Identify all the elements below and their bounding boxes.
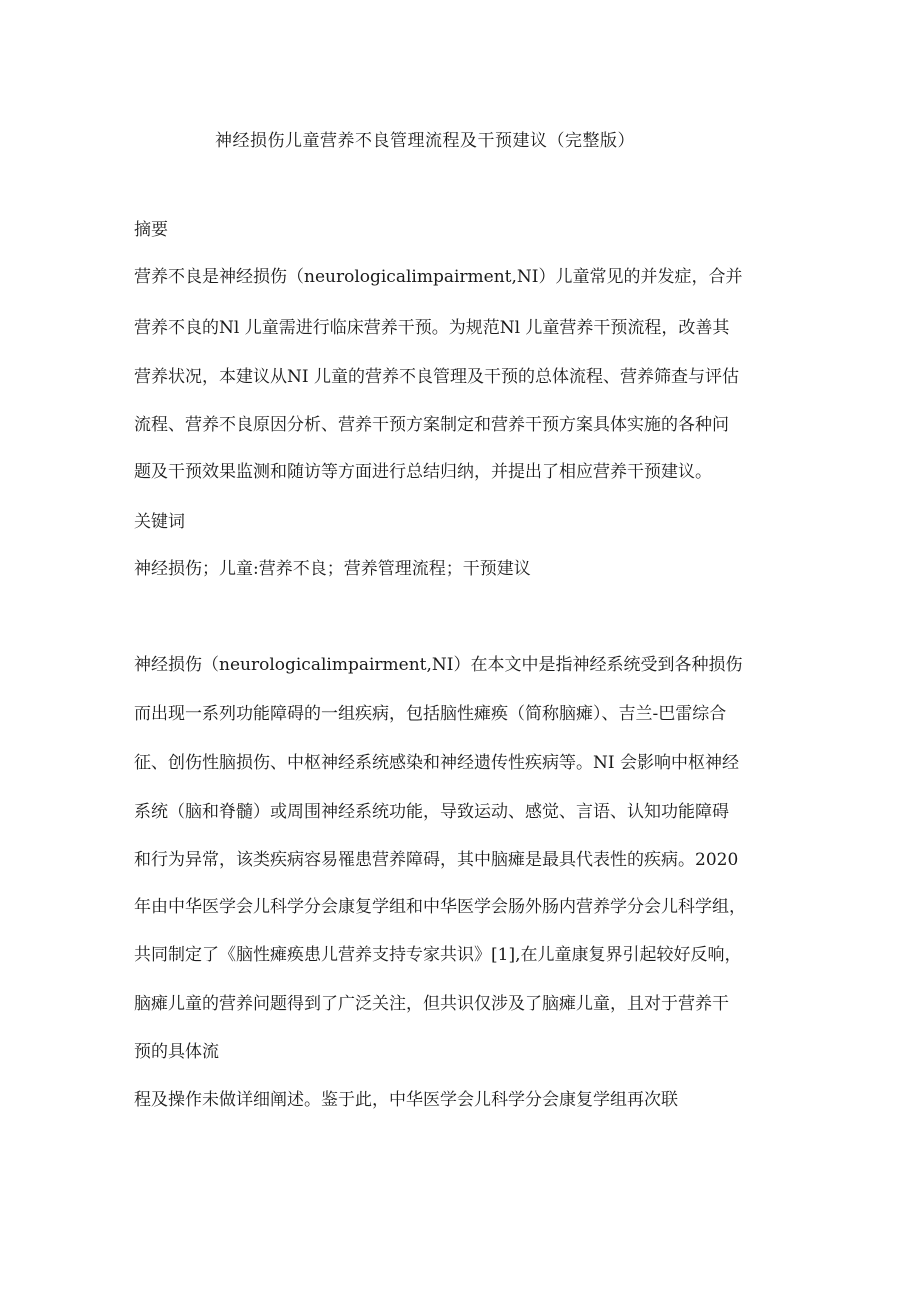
abstract-line: 营养不良的Nl 儿童需进行临床营养干预。为规范Nl 儿童营养干预流程，改善其: [134, 318, 730, 338]
abstract-heading: 摘要: [134, 220, 168, 240]
body-line: 而出现一系列功能障碍的一组疾病，包括脑性瘫痪（简称脑瘫）、吉兰-巴雷综合: [134, 704, 727, 724]
body-line: 程及操作未做详细阐述。鉴于此，中华医学会儿科学分会康复学组再次联: [134, 1090, 678, 1110]
body-line: 系统（脑和脊髓）或周围神经系统功能，导致运动、感觉、言语、认知功能障碍: [134, 802, 729, 822]
abstract-line: 营养状况，本建议从NI 儿童的营养不良管理及干预的总体流程、营养筛查与评估: [134, 367, 739, 387]
abstract-line: 营养不良是神经损伤（neurologicalimpairment,NI）儿童常见的并发症，合并: [134, 267, 743, 287]
body-line: 共同制定了《脑性瘫痪患儿营养支持专家共识》[1],在儿童康复界引起较好反响，: [134, 945, 742, 965]
body-line: 预的具体流: [134, 1042, 219, 1062]
keywords-text: 神经损伤；儿童:营养不良；营养管理流程；干预建议: [134, 559, 531, 579]
body-line: 年由中华医学会儿科学分会康复学组和中华医学会肠外肠内营养学分会儿科学组，: [134, 897, 746, 917]
document-title: 神经损伤儿童营养不良管理流程及干预建议（完整版）: [215, 131, 635, 151]
body-line: 脑瘫儿童的营养问题得到了广泛关注，但共识仅涉及了脑瘫儿童，且对于营养干: [134, 994, 729, 1014]
abstract-line: 流程、营养不良原因分析、营养干预方案制定和营养干预方案具体实施的各种问: [134, 415, 729, 435]
body-line: 神经损伤（neurologicalimpairment,NI）在本文中是指神经系统受到各种损伤: [134, 655, 743, 675]
abstract-line: 题及干预效果监测和随访等方面进行总结归纳，并提出了相应营养干预建议。: [134, 462, 712, 482]
keywords-heading: 关键词: [134, 512, 185, 532]
body-line: 征、创伤性脑损伤、中枢神经系统感染和神经遗传性疾病等。NI 会影响中枢神经: [134, 753, 739, 773]
body-line: 和行为异常，该类疾病容易罹患营养障碍，其中脑瘫是最具代表性的疾病。2020: [134, 850, 739, 870]
